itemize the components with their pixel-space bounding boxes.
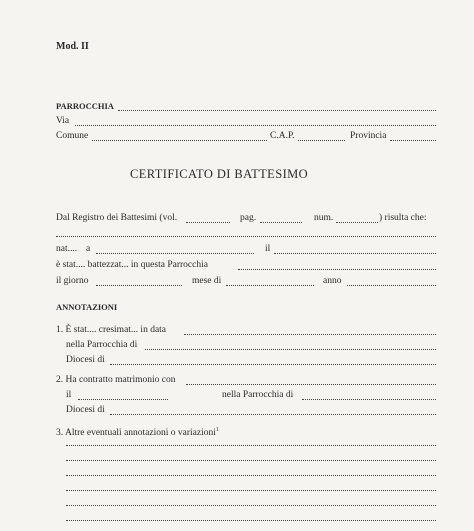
mese-field[interactable] xyxy=(226,285,314,286)
name-field[interactable] xyxy=(56,236,436,237)
cresima-parrocchia-label: nella Parrocchia di xyxy=(66,340,138,350)
comune-field[interactable] xyxy=(92,140,267,141)
battezzato-label: è stat.... battezzat... in questa Parrocchia xyxy=(56,260,208,270)
variazioni-line-1[interactable] xyxy=(66,445,436,446)
giorno-field[interactable] xyxy=(96,285,182,286)
nato-label: nat.... xyxy=(56,244,78,254)
matrimonio-parrocchia-field[interactable] xyxy=(302,399,436,400)
cresima-date-field[interactable] xyxy=(184,334,436,335)
anno-field[interactable] xyxy=(347,285,436,286)
provincia-label: Provincia xyxy=(350,131,387,141)
registro-label: Dal Registro dei Battesimi (vol. xyxy=(56,213,178,223)
matrimonio-diocesi-label: Diocesi di xyxy=(66,405,105,415)
matrimonio-spouse-field[interactable] xyxy=(186,384,436,385)
mese-label: mese di xyxy=(192,276,222,286)
cap-field[interactable] xyxy=(298,140,345,141)
vol-field[interactable] xyxy=(186,222,230,223)
cresima-parrocchia-field[interactable] xyxy=(145,349,436,350)
comune-label: Comune xyxy=(56,131,89,141)
variazioni-line-2[interactable] xyxy=(66,460,436,461)
pag-field[interactable] xyxy=(260,222,302,223)
matrimonio-il-label: il xyxy=(66,390,72,400)
variazioni-line-5[interactable] xyxy=(66,505,436,506)
matrimonio-label: 2. Ha contratto matrimonio con xyxy=(56,375,176,385)
risulta-label: ) risulta che: xyxy=(379,213,427,223)
parrocchia-field[interactable] xyxy=(118,110,436,111)
annotazioni-heading: ANNOTAZIONI xyxy=(56,302,118,312)
a-label: a xyxy=(86,244,91,254)
matrimonio-date-field[interactable] xyxy=(78,399,168,400)
il-label: il xyxy=(265,244,271,254)
cresima-diocesi-field[interactable] xyxy=(110,364,436,365)
via-field[interactable] xyxy=(75,125,436,126)
birthdate-field[interactable] xyxy=(274,253,436,254)
document-title: CERTIFICATO DI BATTESIMO xyxy=(130,167,309,181)
footnote-marker: 1 xyxy=(215,427,219,433)
provincia-field[interactable] xyxy=(390,140,436,141)
via-label: Via xyxy=(56,116,70,126)
variazioni-line-6[interactable] xyxy=(66,520,436,521)
parrocchia-label: PARROCCHIA xyxy=(56,101,114,111)
num-label: num. xyxy=(314,213,334,223)
variazioni-text: 3. Altre eventuali annotazioni o variazioni xyxy=(56,428,216,439)
cap-label: C.A.P. xyxy=(270,131,295,141)
cresima-label: 1. È stat.... cresimat... in data xyxy=(56,325,167,335)
model-label: Mod. II xyxy=(56,41,89,52)
pag-label: pag. xyxy=(240,213,257,223)
parish-extra-field[interactable] xyxy=(238,269,436,270)
anno-label: anno xyxy=(323,276,342,286)
matrimonio-diocesi-field[interactable] xyxy=(110,414,436,415)
variazioni-line-3[interactable] xyxy=(66,475,436,476)
variazioni-line-4[interactable] xyxy=(66,490,436,491)
variazioni-label xyxy=(56,425,219,439)
birthplace-field[interactable] xyxy=(96,253,254,254)
num-field[interactable] xyxy=(336,222,378,223)
matrimonio-parrocchia-label: nella Parrocchia di xyxy=(222,390,294,400)
cresima-diocesi-label: Diocesi di xyxy=(66,355,105,365)
giorno-label: il giorno xyxy=(56,276,89,286)
